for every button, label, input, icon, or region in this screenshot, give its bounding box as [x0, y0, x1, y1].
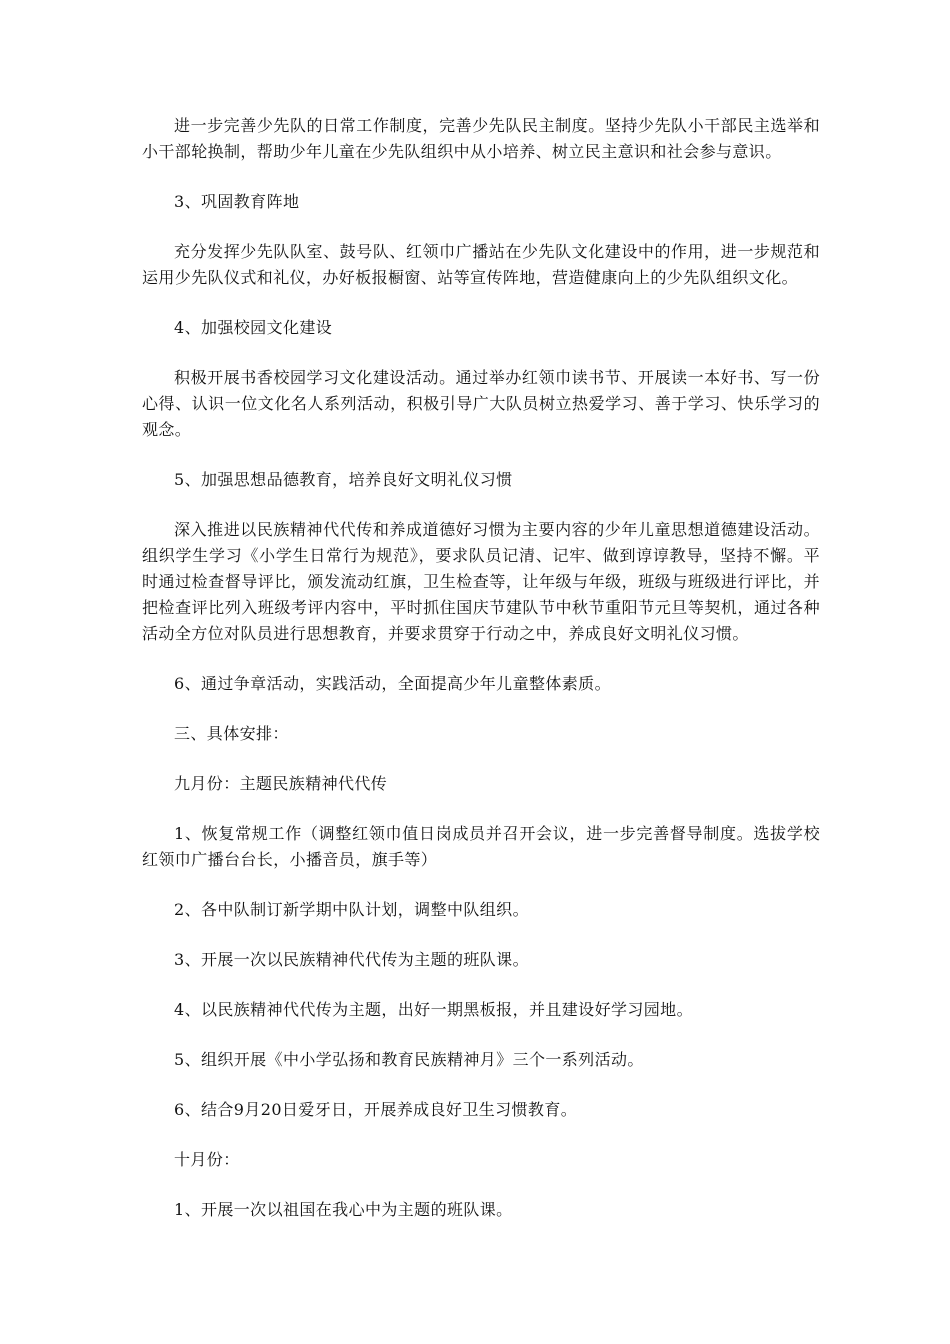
paragraph-campus-culture: 积极开展书香校园学习文化建设活动。通过举办红领巾读书节、开展读一本好书、写一份心得、认识一位文化名人系列活动，积极引导广大队员树立热爱学习、善于学习、快乐学习的观念。: [142, 368, 820, 439]
september-item-5: 5、组织开展《中小学弘扬和教育民族精神月》三个一系列活动。: [174, 1050, 644, 1069]
paragraph-democracy: 进一步完善少先队的日常工作制度，完善少先队民主制度。坚持少先队小干部民主选举和小干部轮换制，帮助少年儿童在少先队组织中从小培养、树立民主意识和社会参与意识。: [142, 116, 820, 161]
paragraph-moral-education: 深入推进以民族精神代代传和养成道德好习惯为主要内容的少年儿童思想道德建设活动。组织学生学习《小学生日常行为规范》，要求队员记清、记牢、做到谆谆教导，坚持不懈。平时通过检查督导评比，颁发流动红旗，卫生检查等，让年级与年级，班级与班级进行评比，并把检查评比列入班级考评内容中，平时抓住国庆节建队节中秋节重阳节元旦等契机，通过各种活动全方位对队员进行思想教育，并要求贯穿于行动之中，养成良好文明礼仪习惯。: [142, 520, 820, 643]
heading-october: 十月份：: [174, 1150, 240, 1169]
paragraph-september-item-1: 1、恢复常规工作（调整红领巾值日岗成员并召开会议，进一步完善督导制度。选拔学校红领巾广播台台长，小播音员，旗手等）: [142, 824, 820, 869]
october-item-1: 1、开展一次以祖国在我心中为主题的班队课。: [174, 1200, 513, 1219]
heading-september: 九月份：主题民族精神代代传: [174, 774, 388, 793]
september-item-2: 2、各中队制订新学期中队计划，调整中队组织。: [174, 900, 529, 919]
september-item-4: 4、以民族精神代代传为主题，出好一期黑板报，并且建设好学习园地。: [174, 1000, 693, 1019]
paragraph-education-base: 充分发挥少先队队室、鼓号队、红领巾广播站在少先队文化建设中的作用，进一步规范和运用少先队仪式和礼仪，办好板报橱窗、站等宣传阵地，营造健康向上的少先队组织文化。: [142, 242, 820, 287]
heading-campus-culture: 4、加强校园文化建设: [174, 318, 333, 337]
heading-education-base: 3、巩固教育阵地: [174, 192, 300, 211]
heading-moral-education: 5、加强思想品德教育，培养良好文明礼仪习惯: [174, 470, 513, 489]
september-item-6: 6、结合9月20日爱牙日，开展养成良好卫生习惯教育。: [174, 1100, 578, 1119]
heading-specific-arrangements: 三、具体安排：: [174, 724, 289, 743]
september-item-3: 3、开展一次以民族精神代代传为主题的班队课。: [174, 950, 529, 969]
heading-badge-activities: 6、通过争章活动，实践活动，全面提高少年儿童整体素质。: [174, 674, 611, 693]
